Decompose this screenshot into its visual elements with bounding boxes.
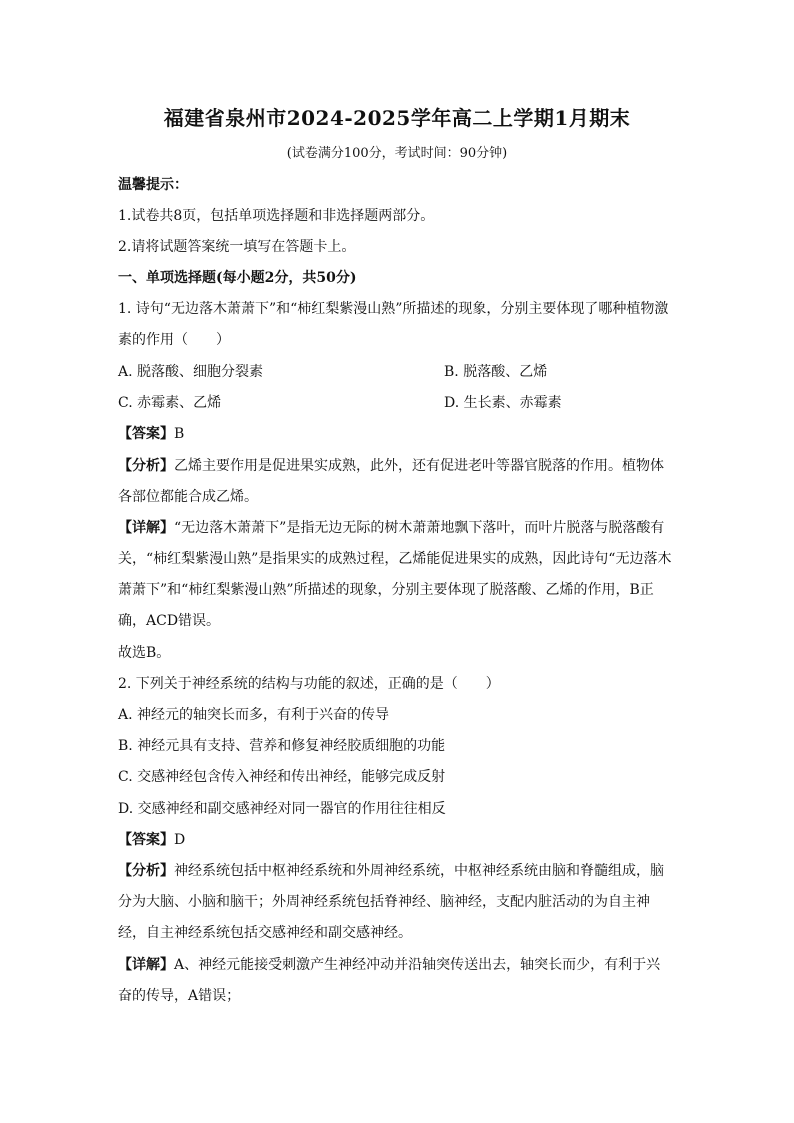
answer-label: 【答案】 (118, 832, 174, 848)
q1-analysis-line-2: 各部位都能合成乙烯。 (118, 489, 258, 505)
answer-value: D (174, 832, 186, 848)
q1-detail-line-3: 萧萧下”和“柿红梨紫漫山熟”所描述的现象，分别主要体现了脱落酸、乙烯的作用，B正 (118, 582, 654, 598)
q2-analysis-line-1 (118, 861, 678, 881)
detail-label: 【详解】 (118, 520, 174, 536)
q2-option-c: C. 交感神经包含传入神经和传出神经，能够完成反射 (118, 769, 446, 785)
section-heading: 一、单项选择题(每小题2分，共50分) (118, 270, 357, 286)
analysis-text: 神经系统包括中枢神经系统和外周神经系统，中枢神经系统由脑和脊髓组成，脑 (174, 863, 664, 879)
q1-conclusion: 故选B。 (118, 645, 171, 661)
q1-option-b: B. 脱落酸、乙烯 (444, 364, 548, 380)
q2-stem: 2. 下列关于神经系统的结构与功能的叙述，正确的是（ ） (118, 676, 500, 692)
q2-analysis-line-2: 分为大脑、小脑和脑干；外周神经系统包括脊神经、脑神经，支配内脏活动的为自主神 (118, 894, 650, 910)
q2-answer (118, 830, 678, 850)
detail-label: 【详解】 (118, 957, 174, 973)
q1-option-a: A. 脱落酸、细胞分裂素 (118, 364, 264, 380)
q1-answer (118, 424, 678, 444)
q1-option-c: C. 赤霉素、乙烯 (118, 395, 222, 411)
q2-detail-line-2: 奋的传导，A错误； (118, 988, 241, 1004)
q1-detail-line-2: 关，“柿红梨紫漫山熟”是指果实的成熟过程，乙烯能促进果实的成熟，因此诗句“无边落木 (118, 551, 672, 567)
notice-heading: 温馨提示： (118, 177, 188, 193)
detail-text: “无边落木萧萧下”是指无边无际的树木萧萧地飘下落叶，而叶片脱落与脱落酸有 (174, 520, 665, 536)
detail-text: A、神经元能接受刺激产生神经冲动并沿轴突传送出去，轴突长而少，有利于兴 (174, 957, 661, 973)
q1-detail-line-4: 确，ACD错误。 (118, 613, 221, 629)
page-title: 福建省泉州市2024-2025学年高二上学期1月期末 (163, 106, 631, 130)
q1-stem-line-2: 素的作用（ ） (118, 332, 230, 348)
q2-detail-line-1 (118, 955, 678, 975)
q1-option-d: D. 生长素、赤霉素 (444, 395, 562, 411)
notice-item-2: 2.请将试题答案统一填写在答题卡上。 (118, 239, 356, 255)
q2-option-b: B. 神经元具有支持、营养和修复神经胶质细胞的功能 (118, 738, 446, 754)
analysis-label: 【分析】 (118, 863, 174, 879)
q2-option-a: A. 神经元的轴突长而多，有利于兴奋的传导 (118, 707, 390, 723)
analysis-text: 乙烯主要作用是促进果实成熟，此外，还有促进老叶等器官脱落的作用。植物体 (174, 458, 664, 474)
q2-option-d: D. 交感神经和副交感神经对同一器官的作用往往相反 (118, 801, 446, 817)
exam-info: (试卷满分100分，考试时间：90分钟) (286, 146, 508, 161)
q1-stem-line-1: 1. 诗句“无边落木萧萧下”和“柿红梨紫漫山熟”所描述的现象，分别主要体现了哪种植物激 (118, 301, 669, 317)
analysis-label: 【分析】 (118, 458, 174, 474)
q1-analysis-line-1 (118, 456, 678, 476)
notice-item-1: 1.试卷共8页，包括单项选择题和非选择题两部分。 (118, 208, 435, 224)
answer-value: B (174, 426, 185, 442)
answer-label: 【答案】 (118, 426, 174, 442)
q1-detail-line-1 (118, 518, 678, 538)
q2-analysis-line-3: 经，自主神经系统包括交感神经和副交感神经。 (118, 925, 412, 941)
